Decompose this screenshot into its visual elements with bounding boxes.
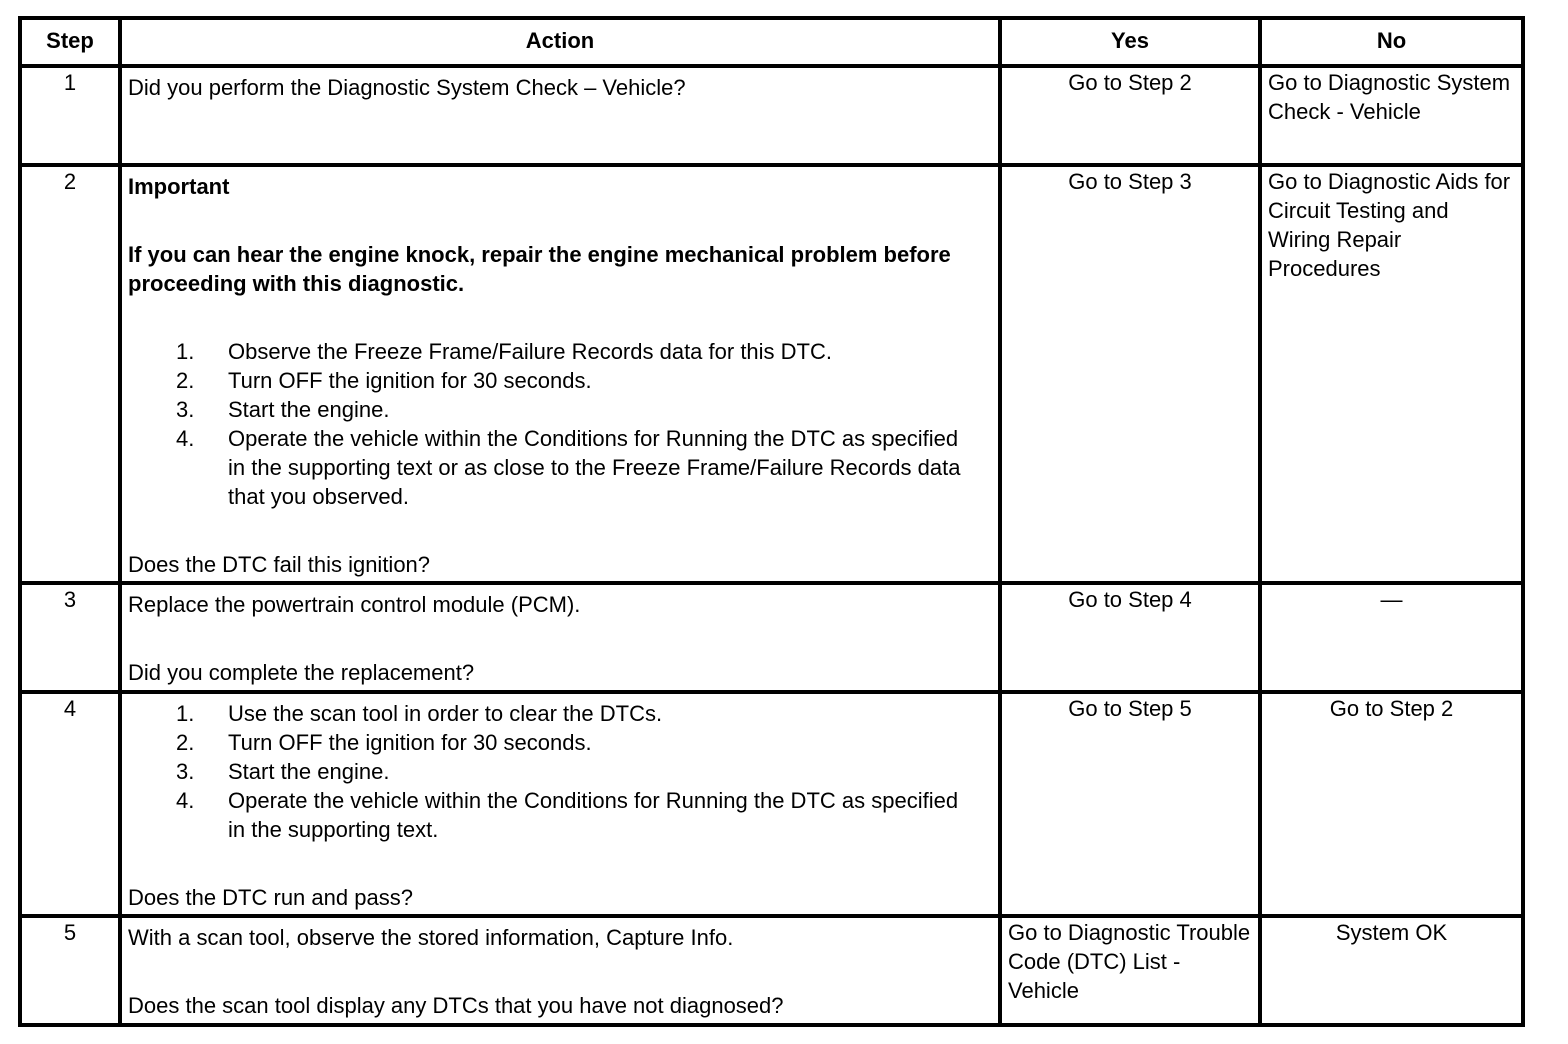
list-number: 2. [176, 368, 195, 393]
list-number: 2. [176, 730, 195, 755]
list-text: Use the scan tool in order to clear the DTCs. [228, 701, 663, 726]
list-text: Operate the vehicle within the Conditions for Running the DTC as specified in the supporting text or as close to the Freeze Frame/Failure Records data that you observed. [228, 426, 961, 509]
list-item [128, 424, 968, 511]
no-cell: — [1260, 583, 1523, 692]
step-number: 4 [20, 692, 120, 916]
list-number: 4. [176, 788, 195, 813]
yes-cell: Go to Step 4 [1000, 583, 1260, 692]
list-number: 4. [176, 426, 195, 451]
diagnostic-table [18, 16, 1525, 1027]
list-number: 1. [176, 339, 195, 364]
no-cell: Go to Diagnostic System Check - Vehicle [1260, 66, 1523, 165]
list-text: Turn OFF the ignition for 30 seconds. [228, 730, 592, 755]
header-no: No [1260, 18, 1523, 66]
important-text: If you can hear the engine knock, repair the engine mechanical problem before proceeding with this diagnostic. [128, 242, 951, 296]
header-action: Action [120, 18, 1000, 66]
list-item [128, 728, 968, 757]
table-row [20, 692, 1523, 916]
list-item [128, 337, 968, 366]
header-step: Step [20, 18, 120, 66]
action-text: Did you perform the Diagnostic System Check – Vehicle? [128, 75, 686, 100]
action-cell [120, 165, 1000, 583]
no-cell: System OK [1260, 916, 1523, 1025]
important-title: Important [128, 174, 230, 199]
list-text: Operate the vehicle within the Conditions for Running the DTC as specified in the supporting text. [228, 788, 959, 842]
action-cell [120, 916, 1000, 1025]
action-cell [120, 692, 1000, 916]
action-text: Replace the powertrain control module (PCM). [128, 592, 581, 617]
yes-cell: Go to Step 5 [1000, 692, 1260, 916]
question-text: Did you complete the replacement? [128, 660, 475, 685]
step-number: 1 [20, 66, 120, 165]
step-number: 2 [20, 165, 120, 583]
header-row [20, 18, 1523, 66]
list-text: Start the engine. [228, 759, 390, 784]
no-cell: Go to Step 2 [1260, 692, 1523, 916]
header-yes: Yes [1000, 18, 1260, 66]
action-cell [120, 66, 1000, 165]
list-text: Observe the Freeze Frame/Failure Records data for this DTC. [228, 339, 832, 364]
list-number: 1. [176, 701, 195, 726]
list-text: Start the engine. [228, 397, 390, 422]
yes-cell: Go to Diagnostic Trouble Code (DTC) List - Vehicle [1000, 916, 1260, 1025]
action-text: With a scan tool, observe the stored information, Capture Info. [128, 925, 734, 950]
table-row [20, 66, 1523, 165]
table-row [20, 165, 1523, 583]
question-text: Does the DTC run and pass? [128, 885, 413, 910]
list-item [128, 699, 968, 728]
step-number: 5 [20, 916, 120, 1025]
yes-cell: Go to Step 2 [1000, 66, 1260, 165]
no-cell: Go to Diagnostic Aids for Circuit Testing and Wiring Repair Procedures [1260, 165, 1523, 583]
procedure-list [128, 699, 968, 844]
list-item [128, 786, 968, 844]
list-item [128, 757, 968, 786]
list-number: 3. [176, 759, 195, 784]
list-item [128, 366, 968, 395]
table-row [20, 916, 1523, 1025]
list-number: 3. [176, 397, 195, 422]
procedure-list [128, 337, 968, 511]
table-row [20, 583, 1523, 692]
action-cell [120, 583, 1000, 692]
question-text: Does the scan tool display any DTCs that you have not diagnosed? [128, 993, 784, 1018]
question-text: Does the DTC fail this ignition? [128, 552, 431, 577]
list-item [128, 395, 968, 424]
list-text: Turn OFF the ignition for 30 seconds. [228, 368, 592, 393]
step-number: 3 [20, 583, 120, 692]
yes-cell: Go to Step 3 [1000, 165, 1260, 583]
